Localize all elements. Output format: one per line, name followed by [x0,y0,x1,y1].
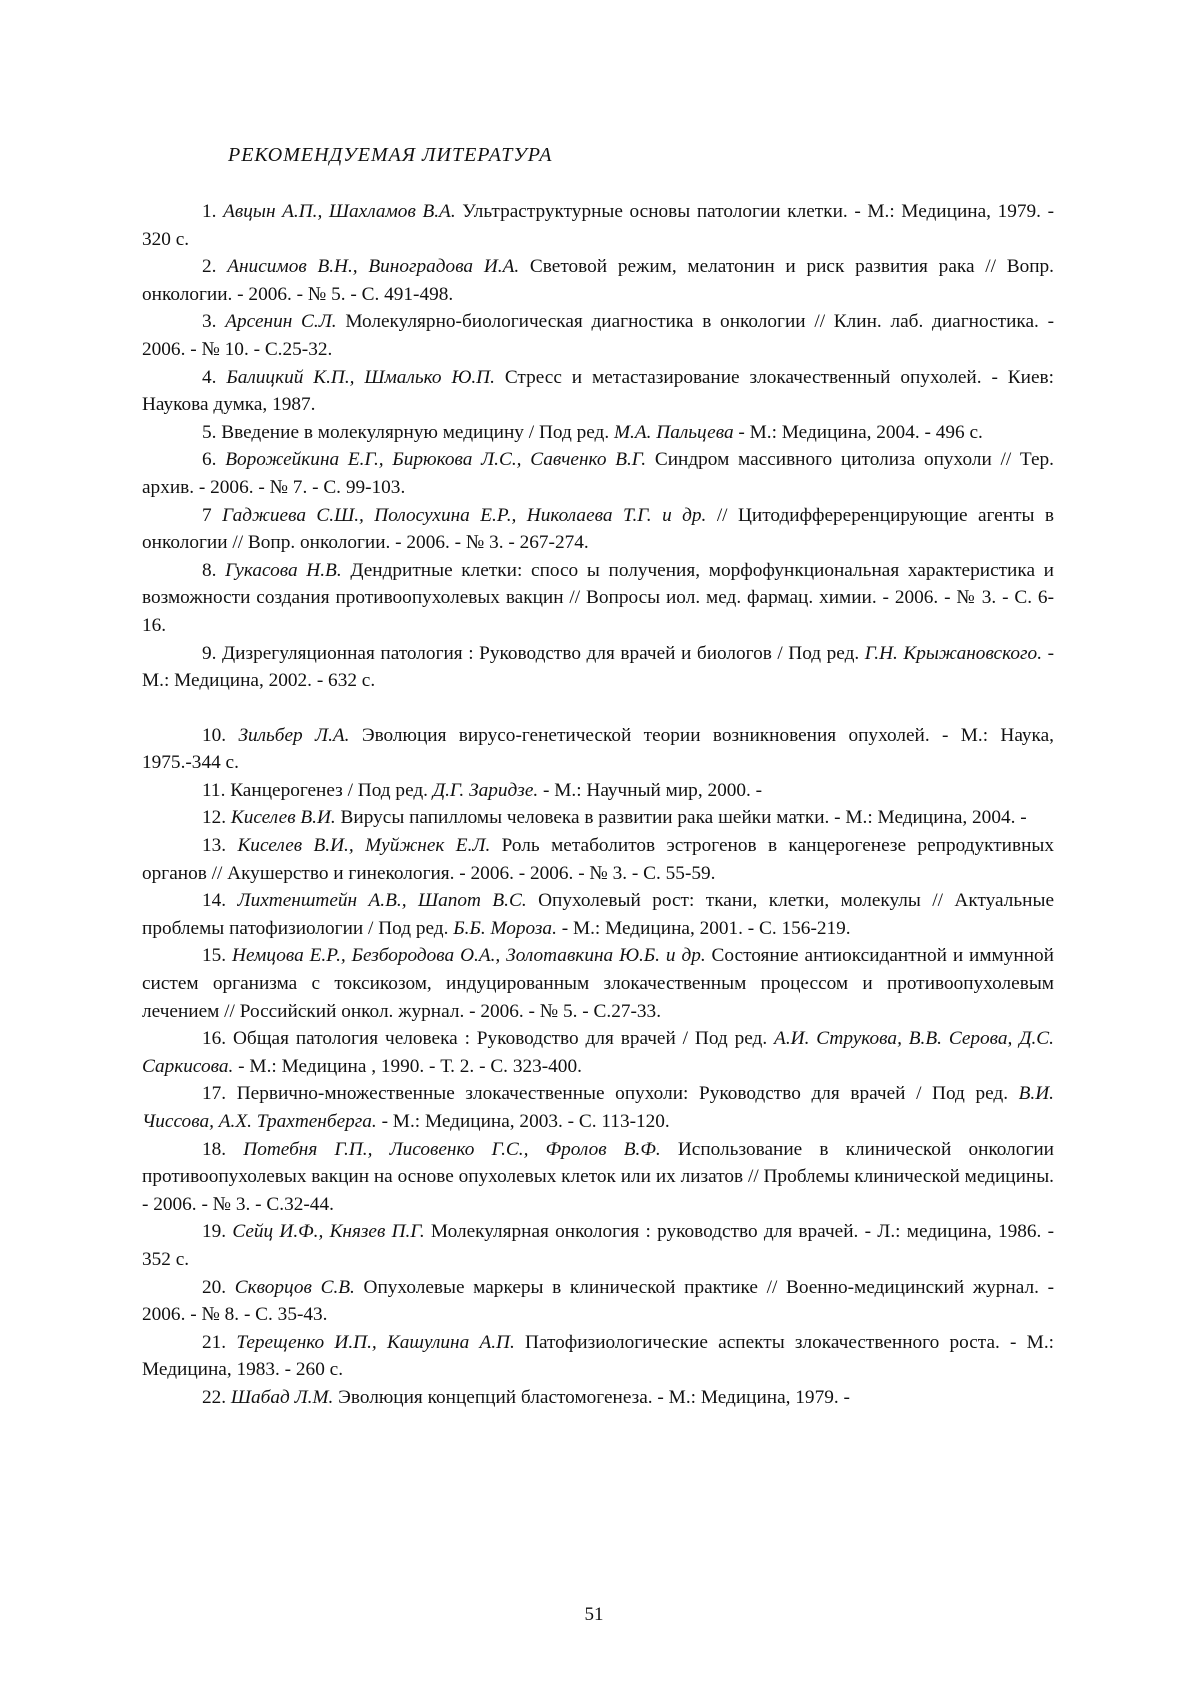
reference-authors: Д.Г. Заридзе. [432,779,539,801]
reference-text: Световой режим, мелатонин и риск развития рака // Вопр. онкологии. - 2006. - № 5. - С. 491-498. [142,256,1054,305]
reference-item [142,1384,1054,1412]
reference-item [142,253,1054,308]
reference-text: 10. [202,724,239,746]
reference-text: Молекулярная онкология : руководство для врачей. - Л.: медицина, 1986. - 352 с. [142,1221,1055,1270]
reference-item [142,502,1054,557]
reference-text: 15. [202,945,233,967]
reference-item [142,446,1054,501]
reference-authors: М.А. Пальцева [613,421,734,443]
section-heading: РЕКОМЕНДУЕМАЯ ЛИТЕРАТУРА [228,144,553,166]
reference-authors: Лихтенштейн А.В., Шапот В.С. [237,890,527,912]
reference-authors: Гукасова Н.В. [225,559,342,581]
reference-item [142,942,1054,1025]
reference-text: 6. [202,449,226,471]
reference-text: Опухолевый рост: ткани, клетки, молекулы // Актуальные проблемы патофизиологии / Под ред. [142,890,1055,939]
reference-text: // Цитодиффереренцирующие агенты в онкологии // Вопр. онкологии. - 2006. - № 3. - 267-274. [142,504,1055,554]
reference-text: 14. [202,890,238,912]
reference-authors: Авцын А.П., Шахламов В.А. [223,201,456,222]
reference-item [142,198,1054,253]
reference-authors: Шабад Л.М. [230,1386,334,1408]
reference-text: 18. [202,1138,244,1160]
reference-authors: В.И. Чиссова, А.Х. Трахтенберга. [142,1083,1054,1132]
reference-authors: А.И. Струкова, В.В. Серова, Д.С. Саркисова. [142,1028,1054,1077]
reference-item [142,887,1054,942]
reference-text: - М.: Медицина , 1990. - Т. 2. - С. 323-400. [233,1055,582,1077]
reference-item [142,1274,1054,1329]
reference-authors: Б.Б. Мороза. [453,917,557,939]
reference-item [142,804,1054,832]
reference-text: Вирусы папилломы человека в развитии рака шейки матки. - М.: Медицина, 2004. - [335,807,1027,829]
reference-item [142,1218,1054,1273]
reference-text: 5. Введение в молекулярную медицину / Под ред. [202,421,614,443]
page-number: 51 [584,1604,604,1625]
reference-authors: Гаджиева С.Ш., Полосухина Е.Р., Николаева Т.Г. и др. [222,504,707,526]
reference-text: Эволюция вирусо-генетической теории возникновения опухолей. - М.: Наука, 1975.-344 с. [142,724,1055,774]
reference-authors: Киселев В.И. [230,807,336,829]
reference-text: 19. [202,1221,233,1243]
reference-text: 22. [202,1386,231,1408]
reference-item [142,1025,1054,1080]
reference-authors: Ворожейкина Е.Г., Бирюкова Л.С., Савченко В.Г. [225,449,647,471]
reference-text: 20. [202,1276,235,1298]
reference-text: 13. [202,835,238,857]
reference-text: 2. [202,256,228,278]
reference-text: Патофизиологические аспекты злокачественного роста. - М.: Медицина, 1983. - 260 с. [142,1331,1054,1381]
reference-authors: Балицкий К.П., Шмалько Ю.П. [226,366,495,388]
reference-text: Ультраструктурные основы патологии клетки. - М.: Медицина, 1979. - 320 с. [142,201,1055,250]
reference-authors: Анисимов В.Н., Виноградова И.А. [227,256,520,278]
reference-authors: Потебня Г.П., Лисовенко Г.С., Фролов В.Ф. [243,1138,661,1160]
reference-text: - М.: Научный мир, 2000. - [538,779,763,801]
reference-text: Стресс и метастазирование злокачественный опухолей. - Киев: Наукова думка, 1987. [142,366,1054,416]
reference-list [142,198,1054,1412]
reference-text: 7 [202,504,223,526]
reference-text: Дендритные клетки: спосо ы получения, морфофункциональная характеристика и возможности создания противоопухолевых вакцин // Вопросы иол. мед. фармац. химии. - 2006. - № 3. - С. 6-16. [142,559,1055,636]
reference-authors: Сейц И.Ф., Князев П.Г. [232,1221,425,1243]
reference-authors: Терещенко И.П., Кашулина А.П. [236,1331,515,1353]
reference-text: Опухолевые маркеры в клинической практике // Военно-медицинский журнал. - 2006. - № 8. - С. 35-43. [142,1276,1054,1326]
reference-text: Молекулярно-биологическая диагностика в онкологии // Клин. лаб. диагностика. - 2006. - № 10. - С.25-32. [142,311,1055,360]
reference-text: 4. [202,366,227,388]
reference-text: - М.: Медицина, 2003. - С. 113-120. [376,1111,670,1132]
reference-item [142,1080,1054,1135]
reference-text: Состояние антиоксидантной и иммунной систем организма с токсикозом, индуцированным злокачественным процессом и противоопухолевым лечением // Российский онкол. журнал. - 2006. - № 5. - С.27-33. [142,945,1055,1022]
reference-item [142,1329,1054,1384]
reference-text: 9. Дизрегуляционная патология : Руководство для врачей и биологов / Под ред. [202,642,865,664]
reference-item [142,308,1054,363]
reference-text: 12. [202,807,231,829]
reference-text: 11. Канцерогенез / Под ред. [202,779,433,801]
reference-text: - М.: Медицина, 2001. - С. 156-219. [556,917,851,939]
reference-authors: Скворцов С.В. [234,1276,355,1298]
reference-text: Роль метаболитов эстрогенов в канцерогенезе репродуктивных органов // Акушерство и гинекология. - 2006. - 2006. - № 3. - С. 55-59. [142,835,1054,884]
reference-text: 3. [202,311,226,333]
reference-authors: Киселев В.И., Муйжнек Е.Л. [237,835,491,857]
reference-authors: Арсенин С.Л. [225,311,337,333]
reference-item [142,557,1054,640]
reference-item [142,419,1054,447]
reference-text: - М.: Медицина, 2004. - 496 с. [733,421,983,443]
reference-item [142,640,1054,695]
reference-text: 1. [202,201,224,222]
reference-text: 8. [202,559,226,581]
reference-text: 17. Первично-множественные злокачественные опухоли: Руководство для врачей / Под ред. [202,1083,1019,1105]
reference-item [142,832,1054,887]
reference-item [142,722,1054,777]
reference-text: 21. [202,1331,237,1353]
reference-text: - М.: Медицина, 2002. - 632 с. [142,642,1054,692]
reference-item [142,1136,1054,1219]
reference-authors: Зильбер Л.А. [238,724,350,746]
reference-authors: Немцова Е.Р., Безбородова О.А., Золотавкина Ю.Б. и др. [232,945,706,967]
reference-authors: Г.Н. Крыжановского. [864,642,1043,664]
reference-item [142,364,1054,419]
reference-text: Эволюция концепций бластомогенеза. - М.: Медицина, 1979. - [333,1386,850,1408]
reference-item [142,777,1054,805]
reference-text: 16. Общая патология человека : Руководство для врачей / Под ред. [202,1028,775,1050]
reference-text: Использование в клинической онкологии противоопухолевых вакцин на основе опухолевых клеток или их лизатов // Проблемы клинической медицины. - 2006. - № 3. - С.32-44. [142,1138,1054,1215]
reference-text: Синдром массивного цитолиза опухоли // Тер. архив. - 2006. - № 7. - С. 99-103. [142,449,1054,498]
